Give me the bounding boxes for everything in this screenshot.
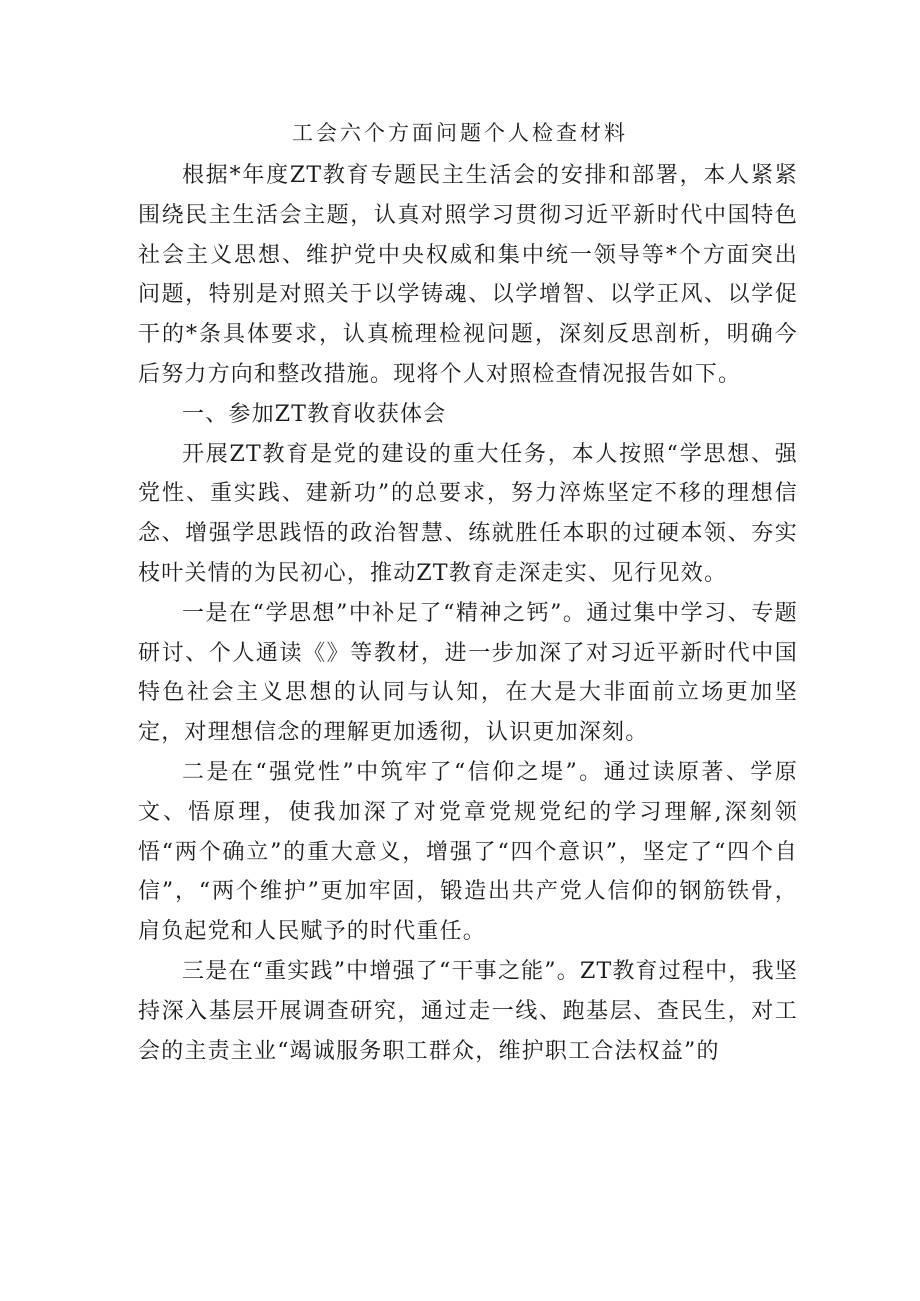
document-body [138, 156, 798, 1071]
body-paragraph: 二是在“强党性”中筑牢了“信仰之堤”。通过读原著、学原文、悟原理，使我加深了对党章党规党纪的学习理解,深刻领悟“两个确立”的重大意义，增强了“四个意识”，坚定了“四个自信”，“两个维护”更加牢固，锻造出共产党人信仰的钢筋铁骨，肩负起党和人民赋予的时代重任。 [138, 759, 798, 945]
document-title: 工会六个方面问题个人检查材料 [292, 121, 628, 145]
body-paragraph: 三是在“重实践”中增强了“干事之能”。ZT教育过程中，我坚持深入基层开展调查研究，通过走一线、跑基层、查民生，对工会的主责主业“竭诚服务职工群众，维护职工合法权益”的 [138, 958, 798, 1064]
body-paragraph: 一是在“学思想”中补足了“精神之钙”。通过集中学习、专题研讨、个人通读《》等教材，进一步加深了对习近平新时代中国特色社会主义思想的认同与认知，在大是大非面前立场更加坚定，对理想信念的理解更加透彻，认识更加深刻。 [138, 600, 798, 746]
section-heading: 一、参加ZT教育收获体会 [182, 401, 447, 427]
intro-paragraph: 根据*年度ZT教育专题民主生活会的安排和部署，本人紧紧围绕民主生活会主题，认真对照学习贯彻习近平新时代中国特色社会主义思想、维护党中央权威和集中统一领导等*个方面突出问题，特别是对照关于以学铸魂、以学增智、以学正风、以学促干的*条具体要求，认真梳理检视问题，深刻反思剖析，明确今后努力方向和整改措施。现将个人对照检查情况报告如下。 [138, 163, 798, 387]
body-paragraph: 开展ZT教育是党的建设的重大任务，本人按照“学思想、强党性、重实践、建新功”的总要求，努力淬炼坚定不移的理想信念、增强学思践悟的政治智慧、练就胜任本职的过硬本领、夯实枝叶关情的为民初心，推动ZT教育走深走实、见行见效。 [138, 441, 798, 586]
